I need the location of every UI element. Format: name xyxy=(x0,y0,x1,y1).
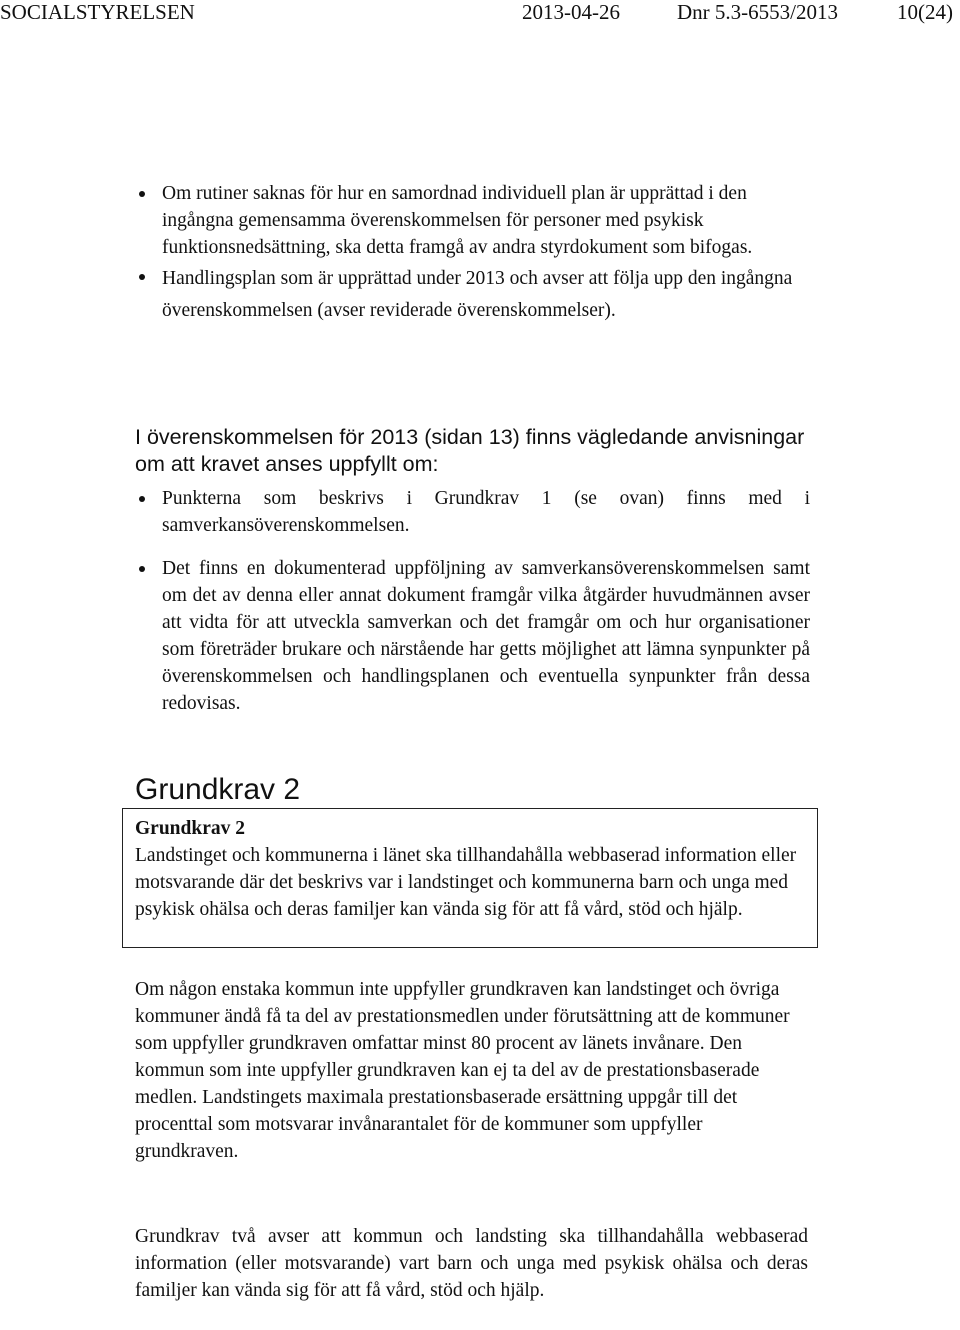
page-header xyxy=(0,0,960,28)
list-item: Det finns en dokumenterad uppföljning av samverkansöverenskommelsen samt om det av denna eller annat dokument framgår vilka åtgärder huvudmännen avser att vidta för att utveckla samverkan och det framgår om och hur organisationer som företräder brukare och närstående har getts möjlighet att lämna synpunkter på överenskommelsen och handlingsplanen och eventuella synpunkter från dessa redovisas. xyxy=(135,555,810,717)
list-item: Om rutiner saknas för hur en samordnad individuell plan är upprättad i den ingångna gemensamma överenskommelsen för personer med psykisk funktionsnedsättning, ska detta framgå av andra styrdokument som bifogas. xyxy=(135,180,810,261)
bullet-list-2 xyxy=(135,485,810,717)
paragraph-1: Om någon enstaka kommun inte uppfyller grundkraven kan landstinget och övriga kommuner ändå få ta del av prestationsmedlen under förutsättning att de kommuner som uppfyller grundkraven omfattar minst 80 procent av länets invånare. Den kommun som inte uppfyller grundkraven kan ej ta del av de prestationsbaserade medlen. Landstingets maximala prestationsbaserade ersättning uppgår till det procenttal som motsvarar invånarantalet för de kommuner som uppfyller grundkraven. xyxy=(135,979,790,1162)
requirement-box xyxy=(122,808,818,948)
section-heading: Grundkrav 2 xyxy=(135,773,301,806)
list-item: Handlingsplan som är upprättad under 2013 och avser att följa upp den ingångna överenskommelsen (avser reviderade överenskommelser). xyxy=(135,263,810,327)
section-leader: I överenskommelsen för 2013 (sidan 13) finns vägledande anvisningar om att kravet anses uppfyllt om: xyxy=(135,425,805,476)
org-name: SOCIALSTYRELSEN xyxy=(0,0,195,24)
page-number: 10(24) xyxy=(897,0,953,24)
bullet-list-1 xyxy=(135,180,810,327)
requirement-text: Landstinget och kommunerna i länet ska tillhandahålla webbaserad information eller motsvarande där det beskrivs var i landstinget och kommunerna barn och unga med psykisk ohälsa och deras familjer kan vända sig för att få vård, stöd och hjälp. xyxy=(135,845,797,920)
requirement-title: Grundkrav 2 xyxy=(135,818,245,839)
list-item: Punkterna som beskrivs i Grundkrav 1 (se ovan) finns med i samverkansöverenskommelsen. xyxy=(135,485,810,539)
document-number: Dnr 5.3-6553/2013 xyxy=(677,0,838,24)
document-date: 2013-04-26 xyxy=(522,0,620,24)
paragraph-2: Grundkrav två avser att kommun och landsting ska tillhandahålla webbaserad information (eller motsvarande) vart barn och unga med psykisk ohälsa och deras familjer kan vända sig för att få vård, stöd och hjälp. xyxy=(135,1226,808,1301)
